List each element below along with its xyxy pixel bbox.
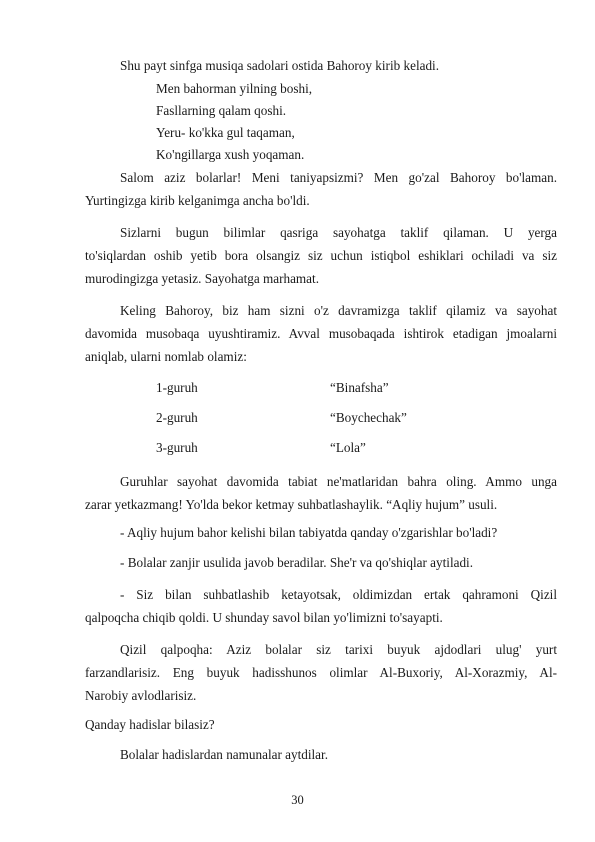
paragraph-rules-line-1: Guruhlar sayohat davomida tabiat ne'matlaridan bahra oling. Ammo unga bbox=[120, 474, 557, 489]
group-number: 3-guruh bbox=[156, 440, 198, 455]
poem-line-3: Yeru- ko'kka gul taqaman, bbox=[156, 125, 295, 140]
paragraph-ancestors-line-2: farzandlarisiz. Eng buyuk hadisshunos olimlar Al-Buxoriy, Al-Xorazmiy, Al- bbox=[85, 665, 557, 680]
paragraph-greeting-line-1: Salom aziz bolarlar! Meni taniyapsizmi? Men go'zal Bahoroy bo'laman. bbox=[120, 170, 557, 185]
group-name: “Boychechak” bbox=[330, 410, 407, 425]
paragraph-fairytale-line-1: - Siz bilan suhbatlashib ketayotsak, oldimizdan ertak qahramoni Qizil bbox=[120, 587, 557, 602]
paragraph-rules-line-2: zarar yetkazmang! Yo'lda bekor ketmay suhbatlashaylik. “Aqliy hujum” usuli. bbox=[85, 497, 498, 512]
answer-chain: - Bolalar zanjir usulida javob beradilar. She'r va qo'shiqlar aytiladi. bbox=[120, 555, 474, 570]
group-name: “Lola” bbox=[330, 440, 366, 455]
paragraph-teams-line-2: davomida musobaqa uyushtiramiz. Avval musobaqada ishtirok etadigan jmoalarni bbox=[85, 326, 557, 341]
question-brainstorm: - Aqliy hujum bahor kelishi bilan tabiyatda qanday o'zgarishlar bo'ladi? bbox=[120, 525, 498, 540]
paragraph-greeting-line-2: Yurtingizga kirib kelganimga ancha bo'ldi. bbox=[85, 193, 310, 208]
paragraph-teams-line-1: Keling Bahoroy, biz ham sizni o'z davramizga taklif qilamiz va sayohat bbox=[120, 303, 557, 318]
paragraph-fairytale-line-2: qalpoqcha chiqib qoldi. U shunday savol bilan yo'limizni to'sayapti. bbox=[85, 610, 443, 625]
group-name: “Binafsha” bbox=[330, 380, 389, 395]
group-number: 2-guruh bbox=[156, 410, 198, 425]
page-number: 30 bbox=[291, 793, 304, 807]
poem-line-4: Ko'ngillarga xush yoqaman. bbox=[156, 147, 305, 162]
paragraph-teams-line-3: aniqlab, ularni nomlab olamiz: bbox=[85, 349, 247, 364]
paragraph-invite-line-1: Sizlarni bugun bilimlar qasriga sayohatga taklif qilaman. U yerga bbox=[120, 225, 557, 240]
group-number: 1-guruh bbox=[156, 380, 198, 395]
paragraph-intro: Shu payt sinfga musiqa sadolari ostida Bahoroy kirib keladi. bbox=[120, 58, 440, 73]
poem-line-1: Men bahorman yilning boshi, bbox=[156, 81, 313, 96]
paragraph-ancestors-line-3: Narobiy avlodlarisiz. bbox=[85, 688, 197, 703]
poem-line-2: Fasllarning qalam qoshi. bbox=[156, 103, 287, 118]
paragraph-invite-line-2: to'siqlardan oshib yetib bora olsangiz siz uchun istiqbol eshiklari ochiladi va siz bbox=[85, 248, 557, 263]
paragraph-closing: Bolalar hadislardan namunalar aytdilar. bbox=[120, 747, 328, 762]
paragraph-invite-line-3: murodingizga yetasiz. Sayohatga marhamat. bbox=[85, 271, 320, 286]
paragraph-ancestors-line-1: Qizil qalpoqha: Aziz bolalar siz tarixi buyuk ajdodlari ulug' yurt bbox=[120, 642, 557, 657]
question-hadiths: Qanday hadislar bilasiz? bbox=[85, 717, 215, 732]
